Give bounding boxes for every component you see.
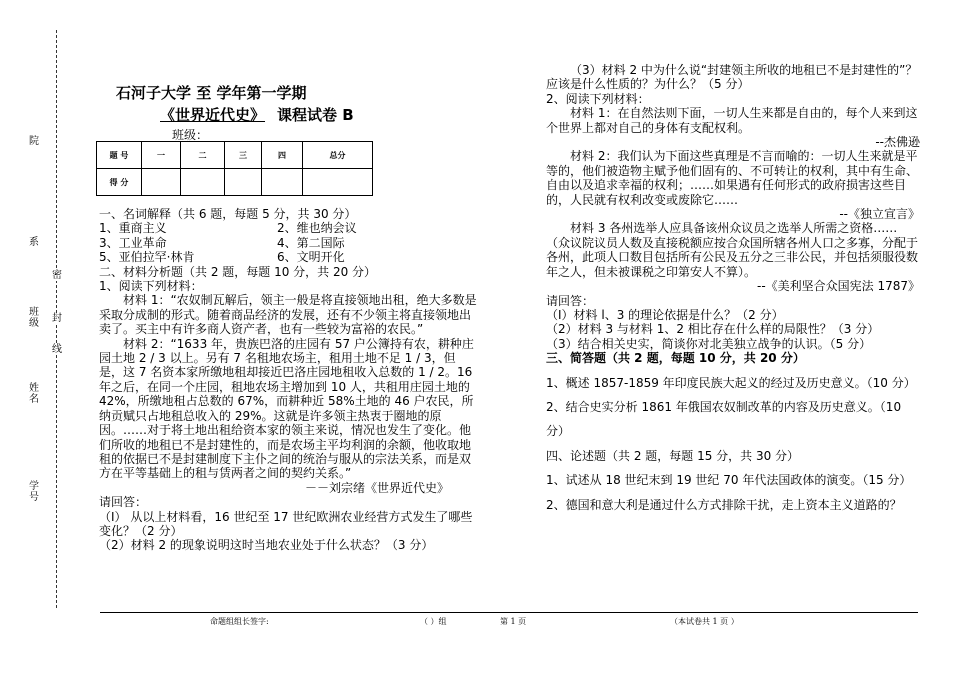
question-stem: 1、阅读下列材料： [99,279,203,294]
side-label-xuehao: 学号 [29,481,39,503]
side-label-mi: 密 [52,270,62,281]
course-title [160,104,354,125]
sub-question: （3）结合相关史实，简谈你对北美独立战争的认识。（5 分） [546,336,872,351]
sub-question: （2）材料 2 的现象说明这时当地农业处于什么状态？（3 分） [99,538,434,553]
term-item: 2、维也纳会议 [277,221,357,236]
term-row [99,221,479,235]
exam-title: 石河子大学 至 学年第一学期 [116,84,307,102]
footer-total-pages: （本试卷共 1 页 ） [670,617,739,626]
score-header-cell: 一 [142,142,181,169]
answer-prompt: 请回答： [99,495,148,510]
material-1: 材料 1：“农奴制瓦解后，领主一般是将直接领地出租，绝大多数是采取分成制的形式。随着商品经济的发展，还有不少领主将直接领地出卖了。买主中有许多商人资产者，也有一些较为富裕的农民。” [99,293,477,337]
score-row-label: 得 分 [97,169,142,196]
paper-label: 课程试卷 B [277,106,354,124]
answer-prompt: 请回答： [546,293,595,308]
section4-title: 四、论述题（共 2 题，每题 15 分，共 30 分） [546,448,800,463]
class-label: 班级： [172,128,209,142]
material-1: 材料 1：在自然法则下面，一切人生来都是自由的，每个人来到这个世界上都对自己的身体有支配权利。 [546,106,918,135]
material-3: 材料 3 各州选举人应具备该州众议员之选举人所需之资格……（众议院议员人数及直接税额应按合众国所辖各州人口之多寡，分配于各州，此项人口数目包括所有公民及五分之三非公民，并包括须服役数年之人，但未被课税之印第安人不算）。 [546,221,919,279]
short-answer-question: 1、概述 1857-1859 年印度民族大起义的经过及历史意义。（10 分） [546,375,916,390]
material-1-source: --杰佛逊 [875,135,920,150]
side-label-feng: 封 [52,313,62,324]
material-2-source: --《独立宣言》 [839,207,920,222]
section3-title: 三、简答题（共 2 题，每题 10 分，共 20 分） [546,351,805,366]
section1-title: 一、名词解释（共 6 题，每题 5 分，共 30 分） [99,207,357,221]
term-row [99,250,479,264]
sub-question: （3）材料 2 中为什么说“封建领主所收的地租已不是封建性的”？应该是什么性质的？为什么？（5 分） [546,63,918,92]
course-name: 《世界近代史》 [160,106,266,124]
right-column [546,63,920,512]
sub-question: （2）材料 3 与材料 1、2 相比存在什么样的局限性？（3 分） [546,322,880,337]
side-label-banji: 班级 [29,307,39,329]
material-3-source: --《美利坚合众国宪法 1787》 [756,279,920,294]
material-2: 材料 2：“1633 年，贵族巴洛的庄园有 57 户公簿持有农，耕种庄园土地 2 / 3 以上。另有 7 名租地农场主，租用土地不足 1 / 3，但是，这 7 名资本家所缴地租却接近巴洛庄园地租收入总数的 1 / 2。16 年之后，在同一个庄园，租地农场主增加到 10 人，共租用庄园土地的 42%，所缴地租占总数的 67%，而耕种近 58%土地的 46 户农民，所纳贡赋只占地租总收入的 29%。这就是许多领主热衷于圈地的原因。……对于将土地出租给资本家的领主来说，情况也发生了变化。他们所收的地租已不是封建性的，而是农场主平均利润的余额，他收取地租的依据已不是封建制度下主仆之间的统治与服从的宗法关系，而是双方在平等基础上的租与赁两者之间的契约关系。” [99,336,474,481]
score-header-cell: 总分 [303,142,373,169]
score-cell[interactable] [225,169,262,196]
question-stem: 2、阅读下列材料： [546,91,650,106]
term-item: 3、工业革命 [99,235,167,250]
side-label-xi: 系 [29,237,39,248]
essay-question: 2、德国和意大利是通过什么方式排除干扰，走上资本主义道路的？ [546,497,902,512]
footer-page-number: 第 1 页 [500,617,527,626]
score-header-cell: 三 [225,142,262,169]
essay-question: 1、试述从 18 世纪末到 19 世纪 70 年代法国政体的演变。（15 分） [546,473,912,488]
short-answer-question: 2、结合史实分析 1861 年俄国农奴制改革的内容及历史意义。（10 [546,399,902,414]
score-cell[interactable] [303,169,373,196]
score-cell[interactable] [262,169,303,196]
score-cell[interactable] [181,169,225,196]
section2-title: 二、材料分析题（共 2 题，每题 10 分，共 20 分） [99,264,377,279]
term-row [99,236,479,250]
score-table [96,141,373,196]
score-cell[interactable] [142,169,181,196]
term-item: 4、第二国际 [277,235,345,250]
sub-question: （I） 从以上材料看，16 世纪至 17 世纪欧洲农业经营方式发生了哪些变化？（2 分） [99,509,473,538]
footer-divider [100,612,918,613]
score-header-cell: 四 [262,142,303,169]
material-2: 材料 2：我们认为下面这些真理是不言而喻的：一切人生来就是平等的，他们被造物主赋予他们固有的、不可转让的权利，其中有生命、自由以及追求幸福的权利；……如果遇有任何形式的政府损害这些目的，人民就有权利改变或废除它…… [546,149,919,207]
short-answer-question-cont: 分） [546,424,571,439]
term-item: 5、亚伯拉罕·林肯 [99,250,195,265]
score-table-score-row [97,169,373,196]
footer-group: （ ）组 [420,617,447,626]
term-item: 1、重商主义 [99,221,167,236]
score-table-header-row [97,142,373,169]
term-item: 6、文明开化 [277,250,345,265]
footer-signature: 命题组组长签字: [210,617,269,626]
score-header-cell: 题 号 [97,142,142,169]
sub-question: （I）材料 l、3 的理论依据是什么？（2 分） [546,307,784,322]
left-column [99,207,479,553]
side-label-xingming: 姓名 [29,383,39,405]
side-label-yuan: 院 [29,136,39,147]
material-2-source: －－刘宗绪《世界近代史》 [304,480,449,495]
side-label-xian: 线 [52,344,62,355]
score-header-cell: 二 [181,142,225,169]
